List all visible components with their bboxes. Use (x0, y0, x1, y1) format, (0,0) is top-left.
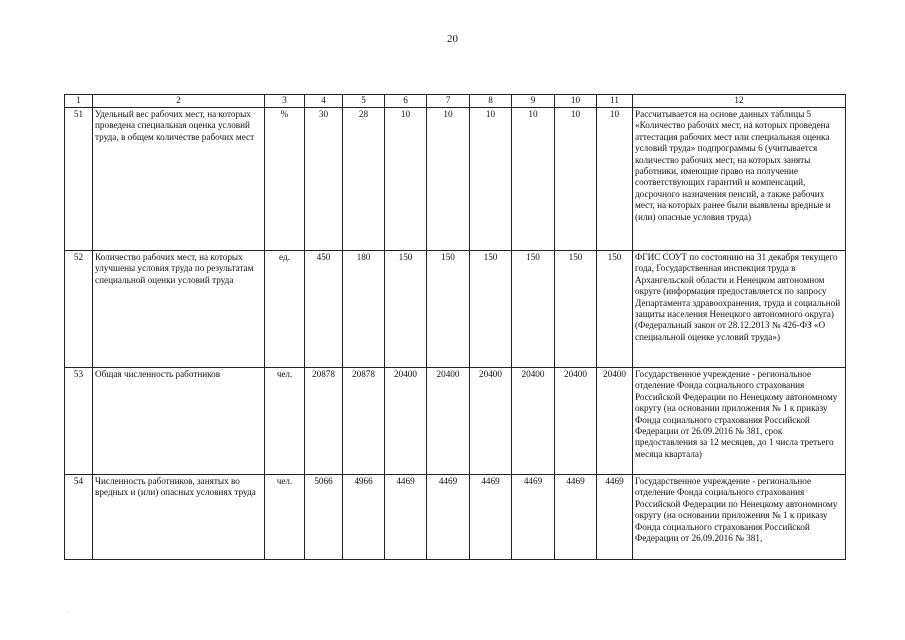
value-cell: 4469 (427, 475, 470, 560)
table-row (65, 368, 846, 475)
table-row (65, 108, 846, 251)
row-number: 53 (65, 368, 93, 475)
value-cell: 10 (512, 108, 555, 251)
row-number: 52 (65, 251, 93, 368)
column-header: 9 (512, 95, 555, 108)
value-cell: 20400 (427, 368, 470, 475)
value-cell: 4469 (512, 475, 555, 560)
value-cell: 150 (427, 251, 470, 368)
source-description: Рассчитывается на основе данных таблицы 5 «Количество рабочих мест, на которых проведена аттестация рабочих мест или специальная оценка условий труда» подпрограммы 6 (учитывается количество рабочих мест, на которых заняты работники, имеющие право на получение соответствующих гарантий и компенсаций, досрочного назначения пенсий, а также рабочих мест, на которых ранее были выявлены вредные и (или) опасные условия труда) (633, 108, 846, 251)
value-cell: 20400 (597, 368, 633, 475)
column-header: 12 (633, 95, 846, 108)
value-cell: 4469 (555, 475, 597, 560)
unit-cell: % (265, 108, 305, 251)
source-description: ФГИС СОУТ по состоянию на 31 декабря текущего года, Государственная инспекция труда в Архангельской области и Ненецком автономном округе (информация предоставляется по запросу Департамента здравоохранения, труда и социальной защиты населения Ненецкого автономного округа) (Федеральный закон от 28.12.2013 № 426-ФЗ «О специальной оценке условий труда») (633, 251, 846, 368)
value-cell: 20400 (385, 368, 427, 475)
unit-cell: ед. (265, 251, 305, 368)
value-cell: 20878 (305, 368, 343, 475)
value-cell: 10 (597, 108, 633, 251)
column-header: 8 (470, 95, 512, 108)
table-header-row (65, 95, 846, 108)
value-cell: 450 (305, 251, 343, 368)
value-cell: 150 (555, 251, 597, 368)
indicator-name: Количество рабочих мест, на которых улучшены условия труда по результатам специальной оценки условий труда (93, 251, 265, 368)
value-cell: 5066 (305, 475, 343, 560)
value-cell: 30 (305, 108, 343, 251)
indicators-table (64, 94, 846, 560)
value-cell: 10 (427, 108, 470, 251)
value-cell: 150 (385, 251, 427, 368)
value-cell: 150 (512, 251, 555, 368)
table-row (65, 251, 846, 368)
source-description: Государственное учреждение - региональное отделение Фонда социального страхования Российской Федерации по Ненецкому автономному округу (на основании приложения № 1 к приказу Фонда социального страхования Российской Федерации от 26.09.2016 № 381, срок предоставления за 12 месяцев, до 1 числа третьего месяца квартала) (633, 368, 846, 475)
value-cell: 20400 (470, 368, 512, 475)
value-cell: 150 (597, 251, 633, 368)
value-cell: 150 (470, 251, 512, 368)
value-cell: 180 (343, 251, 385, 368)
source-description: Государственное учреждение - региональное отделение Фонда социального страхования Российской Федерации по Ненецкому автономному округу (на основании приложения № 1 к приказу Фонда социального страхования Российской Федерации от 26.09.2016 № 381, (633, 475, 846, 560)
column-header: 2 (93, 95, 265, 108)
value-cell: 10 (470, 108, 512, 251)
value-cell: 20878 (343, 368, 385, 475)
value-cell: 28 (343, 108, 385, 251)
column-header: 1 (65, 95, 93, 108)
column-header: 10 (555, 95, 597, 108)
value-cell: 4469 (385, 475, 427, 560)
indicator-name: Общая численность работников (93, 368, 265, 475)
column-header: 5 (343, 95, 385, 108)
scan-speck: · (66, 610, 68, 616)
column-header: 6 (385, 95, 427, 108)
column-header: 11 (597, 95, 633, 108)
value-cell: 4469 (597, 475, 633, 560)
column-header: 4 (305, 95, 343, 108)
page-number: 20 (447, 33, 458, 45)
column-header: 7 (427, 95, 470, 108)
row-number: 51 (65, 108, 93, 251)
row-number: 54 (65, 475, 93, 560)
table-row (65, 475, 846, 560)
value-cell: 10 (385, 108, 427, 251)
column-header: 3 (265, 95, 305, 108)
unit-cell: чел. (265, 475, 305, 560)
unit-cell: чел. (265, 368, 305, 475)
indicator-name: Численность работников, занятых во вредных и (или) опасных условиях труда (93, 475, 265, 560)
value-cell: 4469 (470, 475, 512, 560)
value-cell: 20400 (555, 368, 597, 475)
indicator-name: Удельный вес рабочих мест, на которых проведена специальная оценка условий труда, в общем количестве рабочих мест (93, 108, 265, 251)
value-cell: 4966 (343, 475, 385, 560)
value-cell: 20400 (512, 368, 555, 475)
value-cell: 10 (555, 108, 597, 251)
